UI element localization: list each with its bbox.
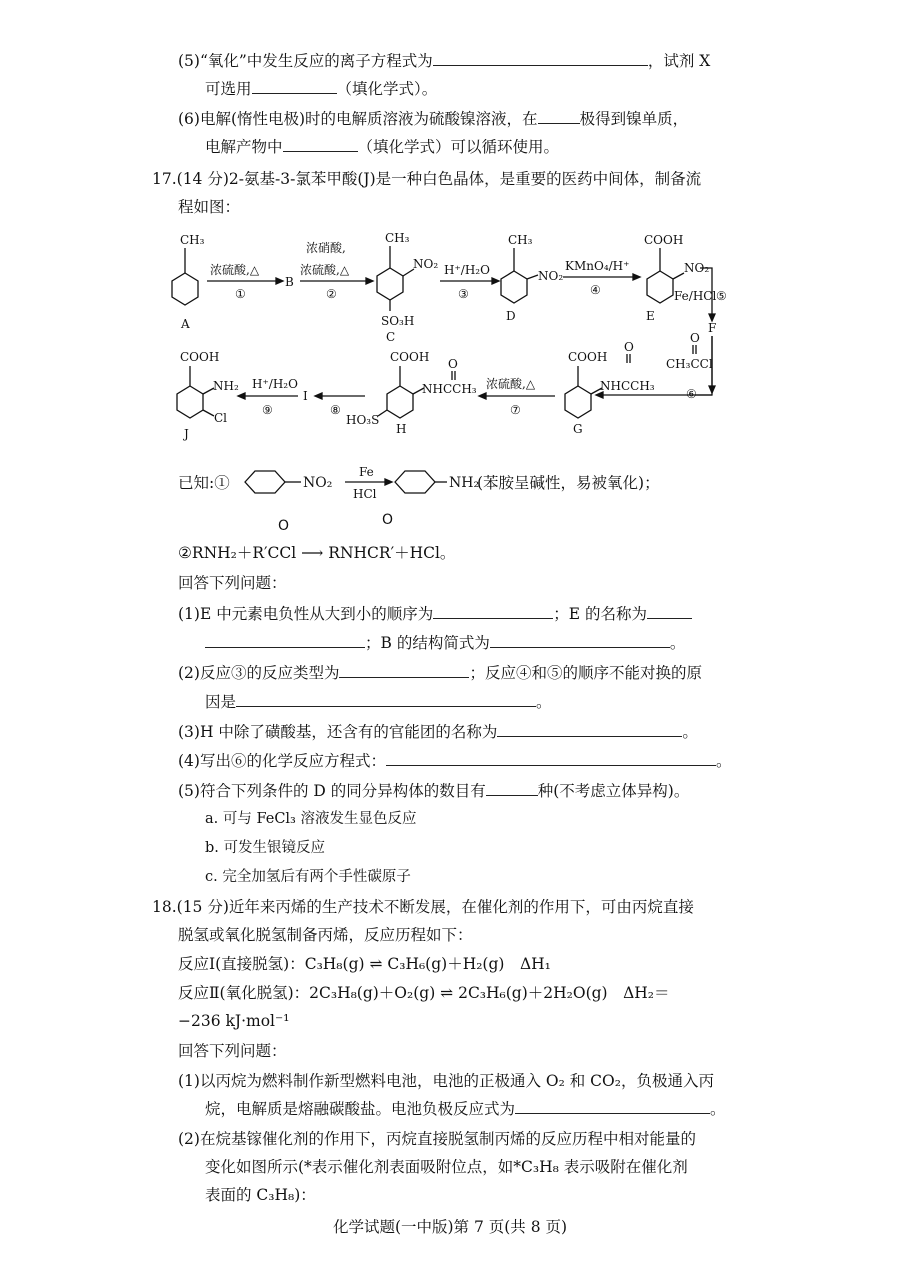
page-footer: 化学试题(一中版)第 7 页(共 8 页) <box>332 1218 568 1236</box>
label-h: H <box>396 422 407 436</box>
q17-p5-line <box>178 780 689 802</box>
q17-reaction-type-blank[interactable] <box>339 663 469 678</box>
q17-equation-blank[interactable] <box>386 751 716 766</box>
step-5: ⑤ <box>716 289 727 303</box>
q18-p2-line1: (2)在烷基镓催化剂的作用下，丙烷直接脱氢制丙烯的反应历程中相对能量的 <box>178 1130 696 1148</box>
known2-o1: O <box>278 518 290 534</box>
ring-g <box>565 386 591 418</box>
label-ch3-d: CH₃ <box>508 233 533 247</box>
synthesis-scheme <box>0 228 900 468</box>
q17-p1-text-a: (1)E 中元素电负性从大到小的顺序为 <box>178 605 434 623</box>
q16-line-6a <box>178 108 688 130</box>
q17-p1-text-b: ；E 的名称为 <box>553 605 647 623</box>
label-no2-c: NO₂ <box>413 257 439 271</box>
q16-part5-text-d: （填化学式）。 <box>336 80 438 98</box>
known1-nh2: NH₂ <box>449 475 480 491</box>
label-nh2-j: NH₂ <box>213 379 239 393</box>
step-1: ① <box>235 287 246 301</box>
label-e: E <box>646 309 655 323</box>
q17-p2-text-c: 因是 <box>205 693 237 711</box>
reagent-3: H⁺/H₂O <box>444 263 490 277</box>
q17-p1-line1 <box>178 603 692 625</box>
q16-electrode-blank[interactable] <box>538 109 580 124</box>
known1-fe: Fe <box>359 465 374 479</box>
q18-p1-text-c: 。 <box>710 1100 726 1118</box>
ring-e <box>647 271 673 303</box>
q16-line-5a <box>178 50 710 72</box>
reagent-2a: 浓硝酸, <box>306 241 346 255</box>
q17-condition-a: a. 可与 FeCl₃ 溶液发生显色反应 <box>205 811 417 827</box>
q17-p4-text-b: 。 <box>715 752 732 770</box>
q17-p1-line2 <box>205 632 685 654</box>
ring-a <box>172 273 198 305</box>
known1-note: (苯胺呈碱性，易被氧化)； <box>477 474 660 492</box>
q17-intro-1: 17.(14 分)2-氨基-3-氯苯甲酸(J)是一种白色晶体，是重要的医药中间体，制备流 <box>152 170 702 188</box>
q18-p1-line2 <box>205 1098 726 1120</box>
step-6: ⑥ <box>686 387 697 401</box>
label-cooh-h: COOH <box>390 350 430 364</box>
q17-p1-text-c: ；B 的结构简式为 <box>365 634 490 652</box>
q17-p2-text-b: ；反应④和⑤的顺序不能对换的原 <box>469 664 702 682</box>
q16-line-6b <box>205 136 559 158</box>
ring-j <box>177 386 203 418</box>
reagent-4: KMnO₄/H⁺ <box>565 259 630 273</box>
q17-isomer-count-blank[interactable] <box>486 781 538 796</box>
label-i: I <box>303 389 308 403</box>
q16-part6-text-d: （填化学式）可以循环使用。 <box>357 138 560 156</box>
label-f: F <box>708 321 717 335</box>
label-o-g: O <box>624 340 634 354</box>
q17-p4-text-a: (4)写出⑥的化学反应方程式： <box>178 752 386 770</box>
step-8: ⑧ <box>330 403 341 417</box>
q18-anode-equation-blank[interactable] <box>515 1099 710 1114</box>
step-2: ② <box>326 287 337 301</box>
q18-reaction-2-value: −236 kJ·mol⁻¹ <box>178 1012 290 1030</box>
q17-electroneg-blank[interactable] <box>433 604 553 619</box>
q16-part6-text: (6)电解(惰性电极)时的电解质溶液为硫酸镍溶液，在 <box>178 110 538 128</box>
reagent-5: Fe/HCl <box>674 289 717 303</box>
q18-reaction-2: 反应Ⅱ(氧化脱氢)：2C₃H₈(g)＋O₂(g) ⇌ 2C₃H₆(g)＋2H₂O(g) ΔH₂＝ <box>178 984 670 1002</box>
q17-p2-line1 <box>178 662 702 684</box>
q17-b-structure-blank[interactable] <box>490 633 670 648</box>
label-ch3-c: CH₃ <box>385 231 410 245</box>
q18-intro-2: 脱氢或氧化脱氢制备丙烯，反应历程如下： <box>178 926 473 944</box>
q17-p4-line <box>178 750 731 772</box>
q17-p2-line2 <box>205 691 552 713</box>
q18-p2-line3: 表面的 C₃H₈)： <box>205 1186 316 1204</box>
q16-part5-text-c: 可选用 <box>205 80 252 98</box>
ring-c <box>377 268 403 300</box>
label-cl-j: Cl <box>214 411 228 425</box>
q16-line-5b <box>205 78 437 100</box>
step-9: ⑨ <box>262 403 273 417</box>
label-d: D <box>506 309 516 323</box>
q17-condition-c: c. 完全加氢后有两个手性碳原子 <box>205 869 411 885</box>
q17-p3-line <box>178 721 698 743</box>
label-ho3s-h: HO₃S <box>346 413 380 427</box>
q16-part5-blank[interactable] <box>433 51 648 66</box>
q17-p1-text-d: 。 <box>669 634 686 652</box>
q16-recycle-blank[interactable] <box>283 137 358 152</box>
reagent-2b: 浓硫酸,△ <box>300 263 350 277</box>
q17-p5-text-a: (5)符合下列条件的 D 的同分异构体的数目有 <box>178 782 486 800</box>
step-7: ⑦ <box>510 403 521 417</box>
q18-intro-1: 18.(15 分)近年来丙烯的生产技术不断发展，在催化剂的作用下，可由丙烷直接 <box>152 898 694 916</box>
ring-d <box>501 271 527 303</box>
q17-p3-text-b: 。 <box>682 723 698 741</box>
q17-condition-b: b. 可发生银镜反应 <box>205 840 325 856</box>
q16-part6-text-c: 电解产物中 <box>205 138 283 156</box>
q18-p1-line1: (1)以丙烷为燃料制作新型燃料电池，电池的正极通入 O₂ 和 CO₂，负极通入丙 <box>178 1072 714 1090</box>
label-o-f: O <box>690 331 700 345</box>
q17-functional-group-blank[interactable] <box>497 722 682 737</box>
q18-p1-text-b: 烷，电解质是熔融碳酸盐。电池负极反应式为 <box>205 1100 516 1118</box>
q17-e-name-blank[interactable] <box>647 604 692 619</box>
q17-p2-text-d: 。 <box>536 693 552 711</box>
label-no2-e: NO₂ <box>684 261 710 275</box>
ring-h <box>387 386 413 418</box>
reagent-9: H⁺/H₂O <box>252 377 298 391</box>
q16-reagent-x-blank[interactable] <box>252 79 337 94</box>
q17-p2-text-a: (2)反应③的反应类型为 <box>178 664 340 682</box>
q18-reaction-1: 反应Ⅰ(直接脱氢)：C₃H₈(g) ⇌ C₃H₆(g)＋H₂(g) ΔH₁ <box>178 955 551 973</box>
label-o-h: O <box>448 357 458 371</box>
label-nhcch3-g: NHCCH₃ <box>600 379 655 393</box>
q17-reason-blank[interactable] <box>236 692 536 707</box>
reagent-1: 浓硫酸,△ <box>210 263 260 277</box>
known2-o2: O <box>382 512 394 528</box>
label-j: J <box>184 427 189 441</box>
step-4: ④ <box>590 283 601 297</box>
label-cooh-g: COOH <box>568 350 608 364</box>
q16-part5-text: (5)“氧化”中发生反应的离子方程式为 <box>178 52 433 70</box>
q17-answer-prompt: 回答下列问题： <box>178 574 287 592</box>
label-no2-d: NO₂ <box>538 269 564 283</box>
q17-p3-text-a: (3)H 中除了磺酸基，还含有的官能团的名称为 <box>178 723 498 741</box>
label-b: B <box>285 275 294 289</box>
known1-no2: NO₂ <box>303 475 333 491</box>
known-reaction-2: ②RNH₂＋R′CCl ⟶ RNHCR′＋HCl。 <box>178 544 456 562</box>
q17-intro-2: 程如图： <box>178 198 241 216</box>
label-nhcch3-h: NHCCH₃ <box>422 382 477 396</box>
label-a: A <box>181 317 190 331</box>
q17-p5-text-b: 种(不考虑立体异构)。 <box>537 782 690 800</box>
known1-hcl: HCl <box>353 487 377 501</box>
q18-p2-line2: 变化如图所示(*表示催化剂表面吸附位点，如*C₃H₈ 表示吸附在催化剂 <box>205 1158 688 1176</box>
q18-answer-prompt: 回答下列问题： <box>178 1042 287 1060</box>
label-c: C <box>386 330 396 344</box>
label-g: G <box>573 422 583 436</box>
reagent-7: 浓硫酸,△ <box>486 377 536 391</box>
step-3: ③ <box>458 287 469 301</box>
q16-part6-text-b: 极得到镍单质， <box>579 110 689 128</box>
reagent-6: CH₃CCl <box>666 357 713 371</box>
known-label: 已知:① <box>178 474 230 492</box>
label-ch3-a: CH₃ <box>180 233 205 247</box>
q17-e-name-blank-2[interactable] <box>205 633 365 648</box>
q16-part5-text-b: ，试剂 X <box>647 52 711 70</box>
label-so3h-c: SO₃H <box>381 314 415 328</box>
label-cooh-e: COOH <box>644 233 684 247</box>
label-cooh-j: COOH <box>180 350 220 364</box>
